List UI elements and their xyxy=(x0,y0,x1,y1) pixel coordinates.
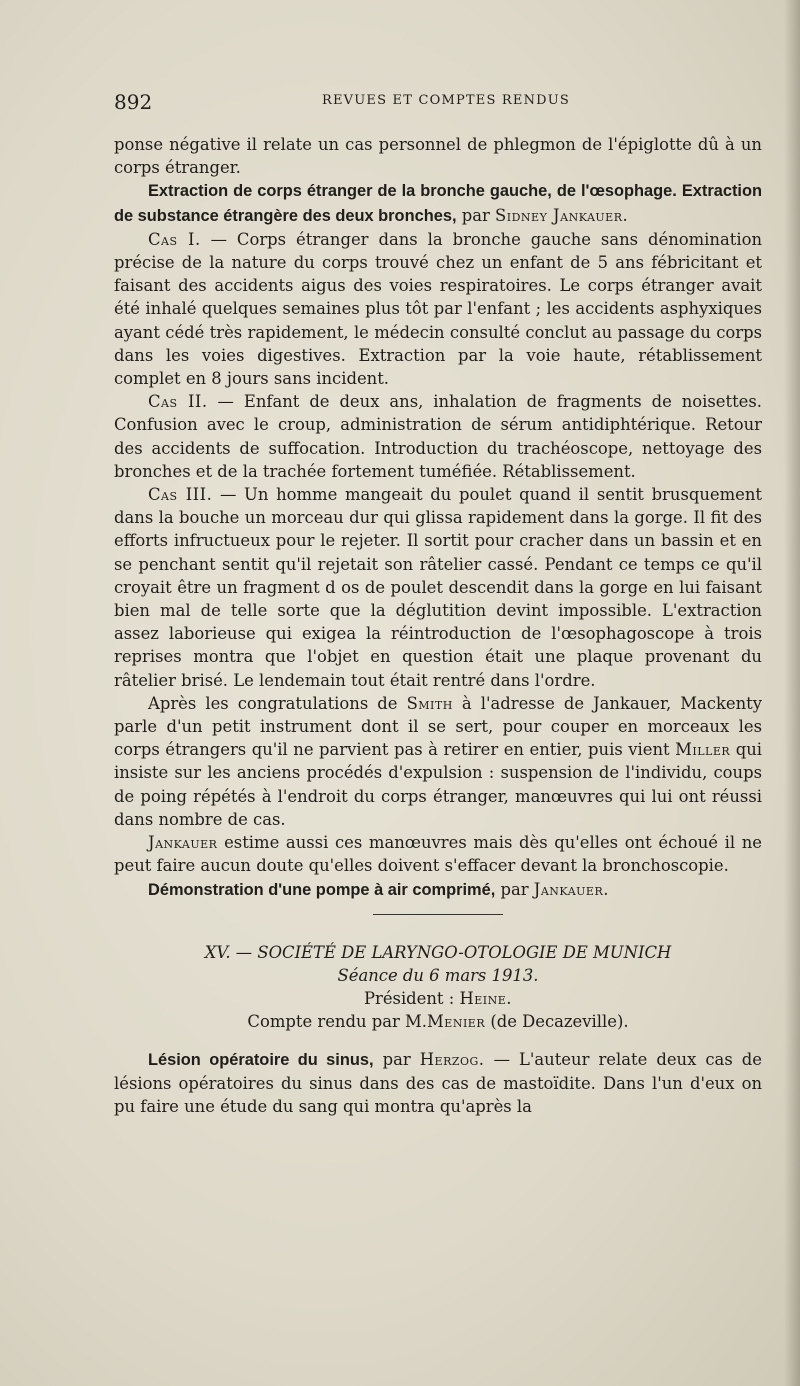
report-place: (de Decazeville). xyxy=(485,1012,629,1032)
case-text: — Un homme mangeait du poulet quand il sentit brusquement dans la bouche un morceau dur qui glissa rapidement dans la gorge. Il fit des efforts infructueux pour le rejeter. Il sortit pour cracher dans un bassin et en se penchant sentit qu'il rejetait son râtelier cassé. Pendant ce temps ce qu'il croyait être un fragment d os de poulet descendit dans la gorge en lui faisant bien mal de telle sorte que la déglutition devint impossible. L'extraction assez laborieuse qui exigea la réintroduction de l'œsophagoscope à trois reprises montra que l'objet en question était une plaque provenant du râtelier brisé. Le lendemain tout était rentré dans l'ordre. xyxy=(114,485,762,690)
byline-par: par xyxy=(495,879,534,899)
name-jankauer: Jankauer xyxy=(148,833,218,853)
jankauer-paragraph xyxy=(114,831,762,877)
page-number: 892 xyxy=(114,90,153,114)
demonstration-heading xyxy=(114,878,762,902)
discussion-paragraph xyxy=(114,692,762,831)
byline-par: par xyxy=(373,1049,420,1069)
case-3-paragraph xyxy=(114,483,762,692)
case-1-paragraph xyxy=(114,228,762,390)
section-divider xyxy=(373,914,503,915)
president-line xyxy=(114,987,762,1010)
president-label: Président : xyxy=(363,989,460,1009)
name-smith: Smith xyxy=(406,693,453,713)
jankauer-text: estime aussi ces manœuvres mais dès qu'elles ont échoué il ne peut faire aucun doute qu'elles doivent s'effacer devant la bronchoscopie. xyxy=(114,833,762,876)
article-title: Extraction de corps étranger de la bronche gauche, de l'œsophage. Extraction de substance étrangère des deux bronches, xyxy=(114,182,762,225)
article-herzog-paragraph xyxy=(114,1048,762,1119)
article-heading-jankauer xyxy=(114,179,762,227)
article-author: Herzog. xyxy=(419,1049,485,1069)
demonstration-author: Jankauer. xyxy=(533,879,609,899)
reporter-name: Menier xyxy=(427,1012,486,1032)
page-header xyxy=(114,90,764,114)
session-date: Séance du 6 mars 1913. xyxy=(337,965,539,985)
report-line xyxy=(114,1010,762,1033)
case-text: — Enfant de deux ans, inhalation de fragments de noisettes. Confusion avec le croup, administration de sérum antidiphtérique. Retour des accidents de suffocation. Introduction du trachéoscope, nettoyage des bronches et de la trachée fortement tuméfiée. Rétablissement. xyxy=(114,392,762,481)
case-label: Cas III. xyxy=(148,485,213,505)
paragraph-continued: ponse négative il relate un cas personnel de phlegmon de l'épiglotte dû à un corps étranger. xyxy=(114,135,762,178)
article-title: Lésion opératoire du sinus, xyxy=(148,1050,374,1069)
case-text: — Corps étranger dans la bronche gauche sans dénomination précise de la nature du corps trouvé chez un enfant de 5 ans fébricitant et faisant des accidents aigus des voies respiratoires. Le corps étranger avait été inhalé quelques semaines plus tôt par l'enfant ; les accidents asphyxiques ayant cédé très rapidement, le médecin consulté conclut au passage du corps dans les voies digestives. Extraction par la voie haute, rétablissement complet en 8 jours sans incident. xyxy=(114,229,762,389)
case-2-paragraph xyxy=(114,390,762,483)
president-name: Heine. xyxy=(459,989,513,1009)
discussion-text: à l'adresse de Jankauer, Mackenty parle d'un petit instrument dont il se sert, pour couper en morceaux les corps étrangers qu'il ne parvient pas à retirer en entier, puis vient xyxy=(114,693,763,760)
demonstration-title: Démonstration d'une pompe à air comprimé, xyxy=(148,880,496,899)
article-text: — L'auteur relate deux cas de lésions opératoires du sinus dans des cas de mastoïdite. Dans l'un d'eux on pu faire une étude du sang qui montra qu'après la xyxy=(114,1049,762,1116)
running-title: REVUES ET COMPTES RENDUS xyxy=(322,93,571,108)
discussion-text: Après les congratulations de xyxy=(148,693,407,713)
byline-par: par xyxy=(456,205,496,225)
article-author: Sidney Jankauer. xyxy=(495,205,629,225)
page-body xyxy=(114,133,762,1118)
case-label: Cas II. xyxy=(148,392,208,412)
name-miller: Miller xyxy=(675,740,731,760)
report-label: Compte rendu par M. xyxy=(247,1012,428,1032)
page-edge-shadow xyxy=(784,0,800,1386)
section-heading: XV. — SOCIÉTÉ DE LARYNGO-OTOLOGIE DE MUNICH xyxy=(204,942,672,962)
discussion-text: qui insiste sur les anciens procédés d'expulsion : suspension de l'individu, coups de poing répétés à l'endroit du corps étranger, manœuvres qui lui ont réussi dans nombre de cas. xyxy=(114,740,762,829)
case-label: Cas I. xyxy=(148,229,201,249)
